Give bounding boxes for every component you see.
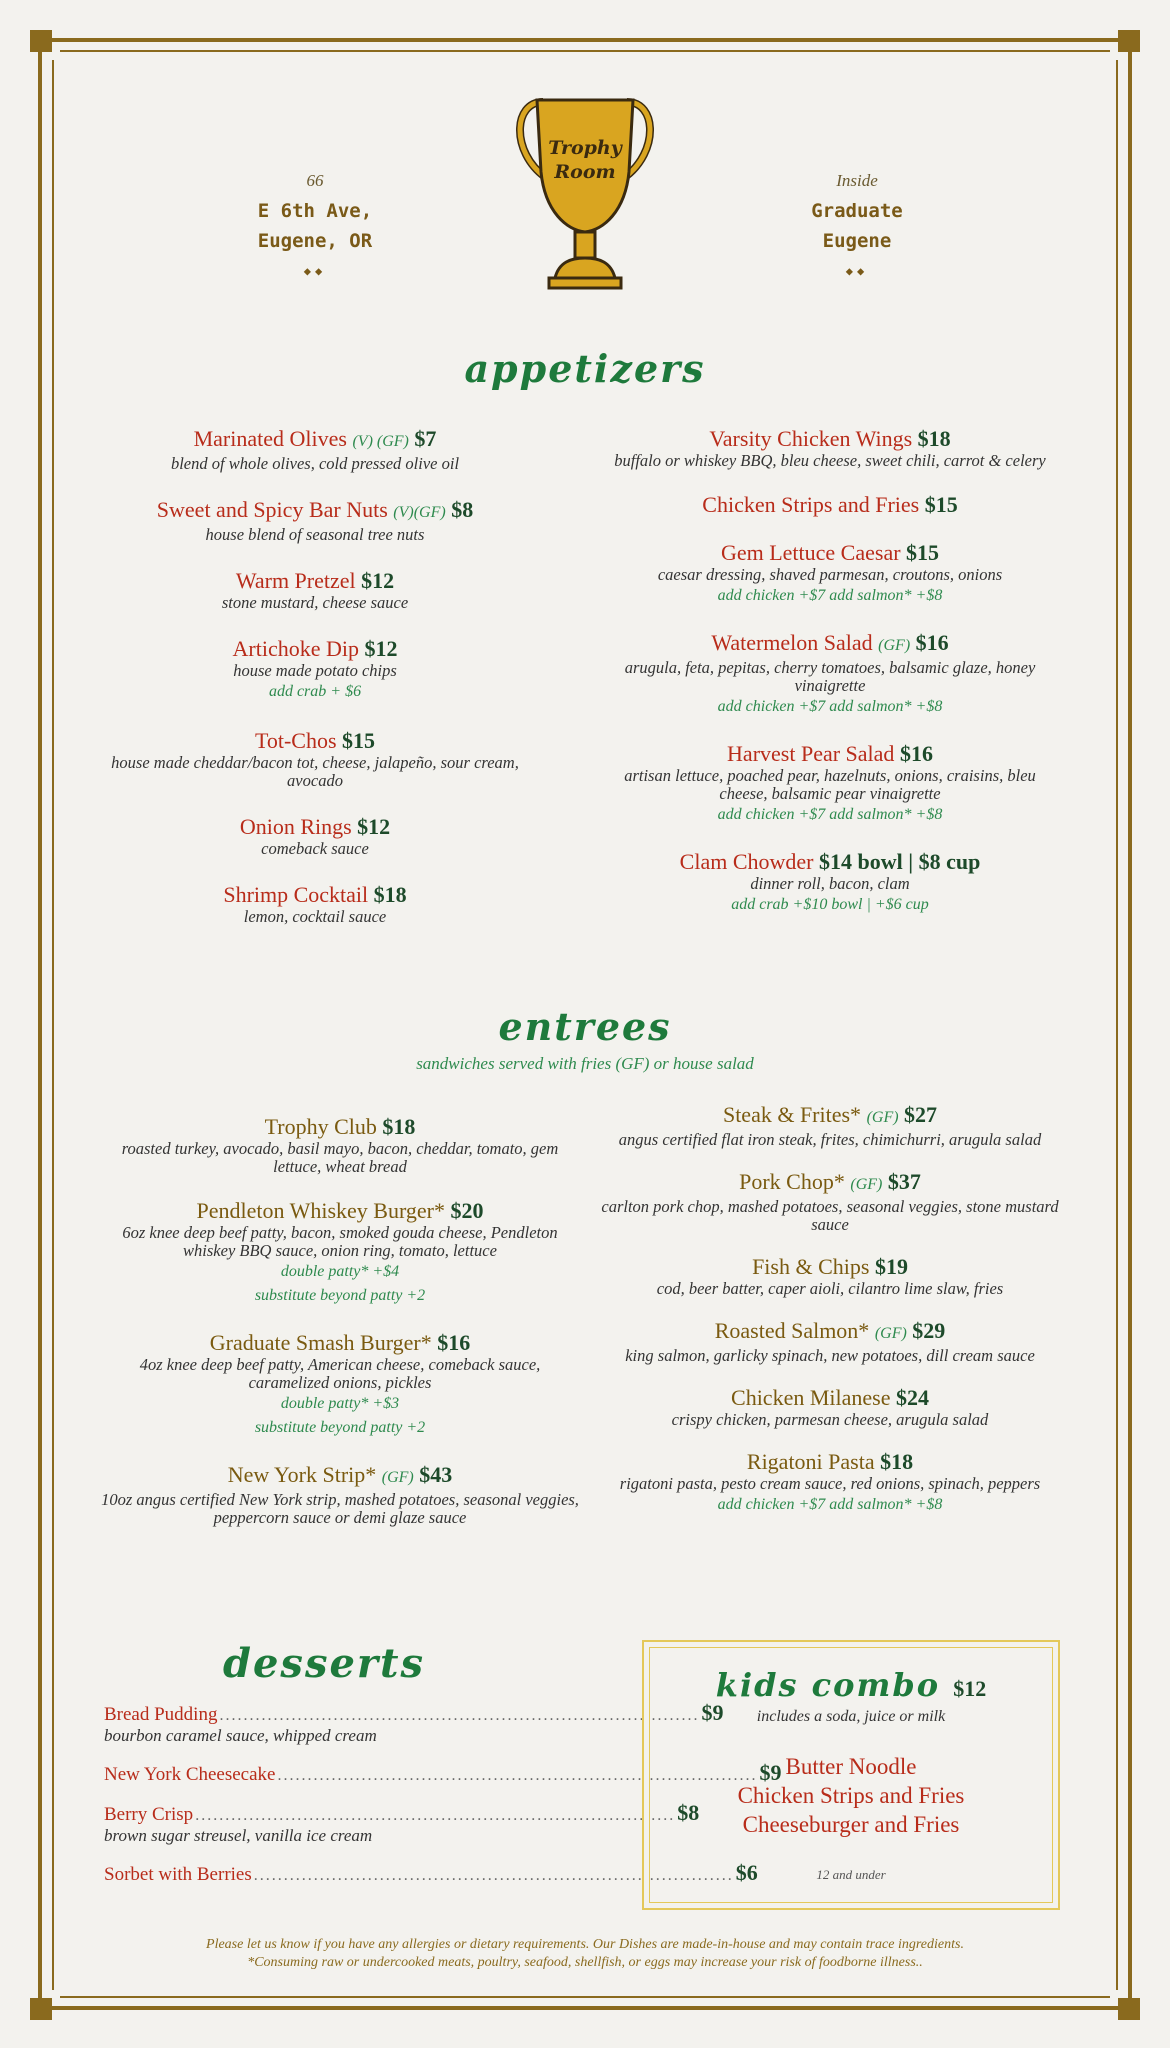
menu-item (100, 1198, 580, 1308)
menu-item-heading (600, 630, 1060, 659)
menu-item-addon: add chicken +$7 add salmon* +$8 (717, 698, 943, 715)
menu-item-heading (100, 636, 530, 662)
menu-item-description: roasted turkey, avocado, basil mayo, bacon, cheddar, tomato, gem lettuce, wheat bread (121, 1139, 559, 1176)
menu-item-heading (600, 1254, 1060, 1280)
menu-item-heading (600, 1385, 1060, 1411)
menu-item-description: stone mustard, cheese sauce (221, 593, 409, 612)
menu-item (600, 492, 1060, 518)
menu-item-price: $18 (880, 1449, 914, 1474)
bottom-rule (40, 2006, 1130, 2010)
menu-item-price: $18 (382, 1114, 416, 1139)
menu-item-description: buffalo or whiskey BBQ, bleu cheese, sweet chili, carrot & celery (614, 451, 1046, 470)
location-block (757, 166, 957, 286)
menu-item-price: $16 (915, 630, 949, 655)
kids-combo-age-note: 12 and under (816, 1867, 886, 1882)
address-block (215, 166, 415, 286)
menu-item-addon: substitute beyond patty +2 (254, 1287, 426, 1304)
desserts-list (104, 1700, 782, 1900)
menu-item-price: $16 (899, 741, 933, 766)
dot-leader: ................................................................................ (253, 1867, 734, 1884)
menu-item-heading (100, 814, 530, 840)
menu-item-name: Shrimp Cocktail (223, 882, 369, 907)
logo-text-line2: Room (554, 161, 616, 183)
menu-item-description: rigatoni pasta, pesto cream sauce, red onions, spinach, peppers (619, 1474, 1041, 1493)
menu-item-heading (100, 1198, 580, 1224)
diet-tag: (GF) (874, 1325, 907, 1342)
dessert-name: New York Cheesecake (104, 1764, 276, 1785)
menu-item-name: Onion Rings (239, 814, 352, 839)
menu-item-name: Gem Lettuce Caesar (720, 540, 901, 565)
menu-item-price: $29 (912, 1318, 946, 1343)
menu-item (100, 882, 530, 926)
menu-item (600, 849, 1060, 917)
menu-item-heading (100, 1114, 580, 1140)
menu-item-name: Pork Chop* (739, 1169, 845, 1194)
menu-item-heading (600, 540, 1060, 566)
menu-item-name: Sweet and Spicy Bar Nuts (156, 497, 388, 522)
kids-combo-item: Cheeseburger and Fries (742, 1812, 960, 1837)
dessert-price: $8 (677, 1800, 700, 1825)
diet-tag: (V) (GF) (352, 433, 409, 450)
menu-item-heading (100, 1330, 580, 1356)
dessert-line (104, 1800, 700, 1826)
menu-item-description: lemon, cocktail sauce (243, 907, 387, 926)
kids-combo-title (644, 1666, 1058, 1704)
diet-tag: (GF) (878, 637, 911, 654)
menu-item-description: arugula, feta, pepitas, cherry tomatoes, balsamic glaze, honey vinaigrette (624, 658, 1036, 695)
menu-item-description: 10oz angus certified New York strip, mashed potatoes, seasonal veggies, peppercorn sauce or demi glaze sauce (101, 1490, 579, 1527)
top-rule (40, 38, 1130, 42)
dessert-item (104, 1860, 758, 1886)
menu-item-heading (600, 1449, 1060, 1475)
bottom-rule-inner (60, 1996, 1110, 1998)
menu-item-name: Steak & Frites* (722, 1102, 862, 1127)
location-prefix: Inside (836, 171, 878, 190)
menu-item-name: Graduate Smash Burger* (209, 1330, 432, 1355)
menu-item-addon: double patty* +$4 (280, 1263, 400, 1280)
menu-item-name: New York Strip* (227, 1462, 377, 1487)
menu-item-addon: add crab +$10 bowl | +$6 cup (731, 896, 929, 913)
menu-item-addon: add crab + $6 (268, 683, 362, 700)
menu-item (100, 636, 530, 704)
corner-ornament (30, 1998, 52, 2020)
menu-item-addon: add chicken +$7 add salmon* +$8 (717, 806, 943, 823)
allergy-note: Please let us know if you have any allergies or dietary requirements. Our Dishes are made-in-house and may contain trace ingredients. (206, 1937, 964, 1952)
menu-item-name: Chicken Milanese (731, 1385, 891, 1410)
kids-combo-item: Chicken Strips and Fries (737, 1783, 965, 1808)
menu-item-price: $14 bowl | $8 cup (819, 849, 981, 874)
menu-item-heading (100, 568, 530, 594)
dessert-description: brown sugar streusel, vanilla ice cream (104, 1826, 373, 1845)
diet-tag: (V)(GF) (393, 504, 446, 521)
diet-tag: (GF) (850, 1176, 883, 1193)
menu-item (100, 1462, 580, 1527)
menu-item (100, 1114, 580, 1176)
top-rule-inner (60, 50, 1110, 52)
dessert-item (104, 1760, 782, 1786)
menu-item-description: comeback sauce (261, 839, 369, 858)
menu-item (600, 630, 1060, 719)
menu-item (100, 814, 530, 858)
menu-item-price: $7 (414, 426, 437, 451)
dessert-price: $9 (701, 1700, 724, 1725)
menu-item-description: house made potato chips (233, 661, 397, 680)
location-line2: Eugene (822, 230, 892, 252)
menu-item-addon: substitute beyond patty +2 (254, 1419, 426, 1436)
menu-item-heading (600, 1318, 1060, 1347)
dessert-line (104, 1700, 724, 1726)
kids-combo-subtitle: includes a soda, juice or milk (756, 1708, 946, 1725)
section-title-entrees: entrees (498, 1004, 672, 1049)
menu-item-addon: double patty* +$3 (280, 1395, 400, 1412)
menu-item-description: dinner roll, bacon, clam (750, 874, 910, 893)
menu-item (600, 426, 1060, 470)
menu-item-description: blend of whole olives, cold pressed olive oil (170, 454, 460, 473)
menu-item-description: crispy chicken, parmesan cheese, arugula salad (671, 1410, 989, 1429)
menu-item-heading (600, 741, 1060, 767)
ornament-dots: ◆◆ (845, 264, 869, 278)
raw-food-warning: *Consuming raw or undercooked meats, poultry, seafood, shellfish, or eggs may increase your risk of foodborne illness.. (247, 1955, 923, 1970)
menu-item-name: Tot-Chos (254, 728, 337, 753)
menu-item-description: artisan lettuce, poached pear, hazelnuts, onions, craisins, bleu cheese, balsamic pear vinaigrette (624, 766, 1036, 803)
address-street: E 6th Ave, (257, 200, 373, 222)
menu-item (600, 1102, 1060, 1149)
corner-ornament (1118, 1998, 1140, 2020)
menu-item-heading (600, 426, 1060, 452)
menu-item-description: cod, beer batter, caper aioli, cilantro lime slaw, fries (656, 1279, 1004, 1298)
menu-item-description: king salmon, garlicky spinach, new potatoes, dill cream sauce (625, 1346, 1035, 1365)
dessert-name: Bread Pudding (104, 1704, 218, 1725)
dot-leader: ................................................................................ (219, 1707, 700, 1724)
menu-item (100, 1330, 580, 1440)
menu-item-price: $12 (357, 814, 391, 839)
logo-text-line1: Trophy (548, 137, 622, 159)
menu-item-heading (600, 849, 1060, 875)
menu-item-name: Varsity Chicken Wings (709, 426, 913, 451)
menu-item-description: house made cheddar/bacon tot, cheese, jalapeño, sour cream, avocado (111, 753, 519, 790)
dessert-description: bourbon caramel sauce, whipped cream (104, 1726, 377, 1745)
menu-item-price: $20 (450, 1198, 484, 1223)
menu-item-price: $16 (437, 1330, 471, 1355)
menu-item-description: carlton pork chop, mashed potatoes, seasonal veggies, stone mustard sauce (601, 1197, 1059, 1234)
section-title-desserts: desserts (223, 1640, 425, 1687)
address-city: Eugene, OR (257, 230, 373, 252)
menu-item (600, 1254, 1060, 1298)
menu-item-heading (600, 1102, 1060, 1131)
menu-item-price: $12 (364, 636, 398, 661)
menu-item-name: Watermelon Salad (711, 630, 873, 655)
menu-item (600, 1318, 1060, 1365)
appetizers-left-column (100, 426, 530, 950)
entrees-right-column (600, 1102, 1060, 1537)
menu-item-heading (100, 1462, 580, 1491)
menu-item-price: $12 (361, 568, 395, 593)
menu-item-description: caesar dressing, shaved parmesan, croutons, onions (657, 565, 1003, 584)
menu-item (100, 568, 530, 612)
corner-ornament (30, 30, 52, 52)
menu-item-name: Marinated Olives (193, 426, 347, 451)
menu-item (600, 1385, 1060, 1429)
menu-item-price: $18 (373, 882, 407, 907)
corner-ornament (1118, 30, 1140, 52)
menu-item-heading (100, 728, 530, 754)
dessert-item (104, 1700, 724, 1746)
menu-item (600, 1449, 1060, 1517)
menu-item (100, 497, 530, 544)
menu-item-price: $15 (906, 540, 940, 565)
menu-item-name: Artichoke Dip (232, 636, 359, 661)
section-title-appetizers: appetizers (464, 346, 706, 391)
menu-item-name: Clam Chowder (679, 849, 814, 874)
ornament-dots: ◆◆ (303, 264, 327, 278)
dessert-line (104, 1760, 782, 1786)
menu-item (600, 741, 1060, 827)
menu-item (600, 1169, 1060, 1234)
dessert-item (104, 1800, 700, 1846)
menu-item-price: $24 (895, 1385, 929, 1410)
allergy-footer (60, 1936, 1110, 1972)
menu-item-heading (100, 882, 530, 908)
menu-item-description: 6oz knee deep beef patty, bacon, smoked gouda cheese, Pendleton whiskey BBQ sauce, onion ring, tomato, lettuce (122, 1223, 558, 1260)
menu-item (100, 728, 530, 790)
menu-item-heading (100, 497, 530, 526)
menu-item-name: Warm Pretzel (235, 568, 356, 593)
diet-tag: (GF) (381, 1469, 414, 1486)
menu-item-heading (600, 1169, 1060, 1198)
menu-item-heading (100, 426, 530, 455)
entrees-subtitle: sandwiches served with fries (GF) or house salad (416, 1054, 754, 1073)
menu-item-price: $18 (917, 426, 951, 451)
kids-combo-item: Butter Noodle (785, 1754, 917, 1779)
menu-item-addon: add chicken +$7 add salmon* +$8 (717, 587, 943, 604)
menu-item (600, 540, 1060, 608)
menu-item-price: $8 (451, 497, 474, 522)
location-line1: Graduate (811, 200, 903, 222)
menu-item-name: Rigatoni Pasta (746, 1449, 875, 1474)
menu-item-name: Trophy Club (264, 1114, 377, 1139)
menu-item-price: $15 (924, 492, 958, 517)
dessert-name: Sorbet with Berries (104, 1864, 252, 1885)
menu-item-price: $15 (342, 728, 376, 753)
dot-leader: ................................................................................ (195, 1807, 676, 1824)
address-number: 66 (306, 171, 324, 190)
menu-item-name: Roasted Salmon* (714, 1318, 870, 1343)
dot-leader: ................................................................................ (277, 1767, 758, 1784)
kids-combo-label: kids combo (715, 1666, 941, 1704)
menu-item-name: Chicken Strips and Fries (702, 492, 920, 517)
menu-item-description: angus certified flat iron steak, frites, chimichurri, arugula salad (618, 1130, 1042, 1149)
menu-item-name: Fish & Chips (752, 1254, 870, 1279)
diet-tag: (GF) (866, 1109, 899, 1126)
dessert-name: Berry Crisp (104, 1804, 194, 1825)
menu-item-description: house blend of seasonal tree nuts (205, 525, 425, 544)
menu-item-addon: add chicken +$7 add salmon* +$8 (717, 1496, 943, 1513)
menu-item-name: Pendleton Whiskey Burger* (196, 1198, 445, 1223)
trophy-logo-icon (505, 92, 665, 302)
menu-item-price: $43 (419, 1462, 453, 1487)
dessert-price: $6 (735, 1860, 758, 1885)
kids-combo-box (642, 1640, 1060, 1910)
menu-item-name: Harvest Pear Salad (727, 741, 895, 766)
dessert-line (104, 1860, 758, 1886)
menu-item-price: $37 (887, 1169, 921, 1194)
dessert-price: $9 (759, 1760, 782, 1785)
menu-item-description: 4oz knee deep beef patty, American cheese, comeback sauce, caramelized onions, pickles (139, 1355, 541, 1392)
menu-item-heading (600, 492, 1060, 518)
kids-combo-price: $12 (953, 1676, 987, 1701)
entrees-left-column (100, 1114, 580, 1549)
menu-item (100, 426, 530, 473)
appetizers-right-column (600, 426, 1060, 939)
menu-item-price: $19 (874, 1254, 908, 1279)
menu-item-price: $27 (904, 1102, 938, 1127)
